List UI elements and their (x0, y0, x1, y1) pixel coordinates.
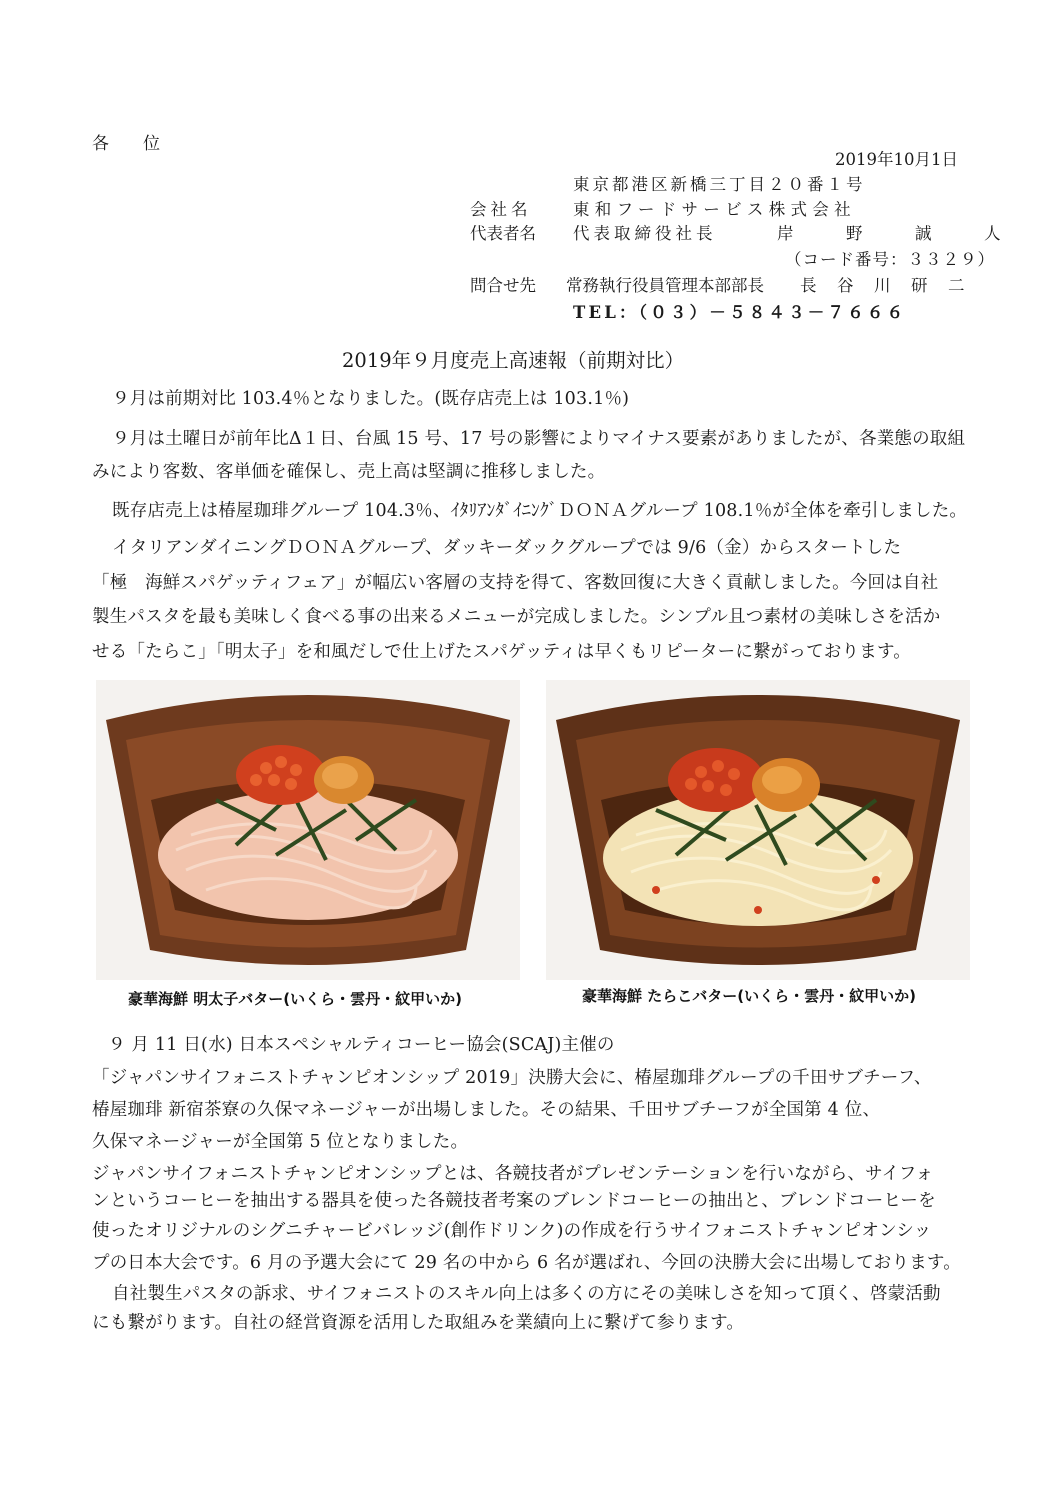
paragraph-4-line-3: 製生パスタを最も美味しく食べる事の出来るメニューが完成しました。シンプル且つ素材の美味しさを活か (92, 607, 941, 627)
caption-mentaiko: 豪華海鮮 明太子バター(いくら・雲丹・紋甲いか) (128, 990, 462, 1008)
paragraph-5-line-1: ９ 月 11 日(水) 日本スペシャルティコーヒー協会(SCAJ)主催の (108, 1035, 615, 1055)
paragraph-5-line-3: 椿屋珈琲 新宿茶寮の久保マネージャーが出場しました。その結果、千田サブチーフが全国第 4 位、 (92, 1100, 881, 1120)
representative-title: 代表取締役社長 (573, 224, 717, 243)
contact-name: 長 谷 川 研 二 (800, 276, 967, 295)
paragraph-4-line-4: せる「たらこ」「明太子」を和風だしで仕上げたスパゲッティは早くもリピーターに繋がっております。 (92, 642, 911, 662)
stock-code: （コード番号：３３２９） (785, 250, 995, 269)
addressee: 各 位 (92, 134, 160, 154)
pasta-photo-mentaiko (96, 680, 520, 980)
paragraph-6-line-3: 使ったオリジナルのシグニチャービバレッジ(創作ドリンク)の作成を行うサイフォニストチャンピオンシッ (92, 1221, 932, 1241)
paragraph-2-line-1: ９月は土曜日が前年比Δ１日、台風 15 号、17 号の影響によりマイナス要素がありましたが、各業態の取組 (112, 429, 966, 449)
paragraph-7-line-2: にも繋がります。自社の経営資源を活用した取組みを業績向上に繋げて参ります。 (92, 1313, 745, 1333)
paragraph-3: 既存店売上は椿屋珈琲グループ 104.3％、ｲﾀﾘｱﾝﾀﾞｲﾆﾝｸﾞＤＯＮＡグループ 108.1％が全体を牽引しました。 (112, 501, 968, 521)
paragraph-6-line-1: ジャパンサイフォニストチャンピオンシップとは、各競技者がプレゼンテーションを行いながら、サイフォ (92, 1164, 934, 1184)
caption-tarako: 豪華海鮮 たらこバター(いくら・雲丹・紋甲いか) (582, 987, 916, 1005)
paragraph-7-line-1: 自社製生パスタの訴求、サイフォニストのスキル向上は多くの方にその美味しさを知って頂く、啓蒙活動 (112, 1284, 941, 1304)
paragraph-5-line-2: 「ジャパンサイフォニストチャンピオンシップ 2019」決勝大会に、椿屋珈琲グループの千田サブチーフ、 (92, 1068, 932, 1088)
paragraph-1: ９月は前期対比 103.4％となりました。(既存店売上は 103.1％) (112, 389, 630, 409)
contact-tel: TEL：（０３）－５８４３－７６６６ (573, 303, 907, 322)
company-address: 東京都港区新橋三丁目２０番１号 (573, 175, 866, 194)
paragraph-6-line-2: ンというコーヒーを抽出する器具を使った各競技者考案のブレンドコーヒーの抽出と、ブレンドコーヒーを (92, 1191, 936, 1211)
contact-title: 常務執行役員管理本部部長 (566, 276, 764, 295)
representative-label: 代表者名 (470, 224, 536, 243)
company-name-label: 会社名 (470, 200, 532, 219)
paragraph-5-line-4: 久保マネージャーが全国第 5 位となりました。 (92, 1132, 469, 1152)
page-title: 2019年９月度売上高速報（前期対比） (342, 349, 685, 372)
representative-name: 岸 野 誠 人 (777, 224, 1019, 243)
paragraph-4-line-2: 「極 海鮮スパゲッティフェア」が幅広い客層の支持を得て、客数回復に大きく貢献しました。今回は自社 (92, 573, 939, 593)
pasta-photo-tarako (546, 680, 970, 980)
contact-label: 問合せ先 (470, 276, 536, 295)
issue-date: 2019年10月1日 (835, 150, 958, 169)
paragraph-2-line-2: みにより客数、客単価を確保し、売上高は堅調に推移しました。 (92, 462, 606, 482)
paragraph-6-line-4: プの日本大会です。6 月の予選大会にて 29 名の中から 6 名が選ばれ、今回の決勝大会に出場しております。 (92, 1253, 961, 1273)
company-name: 東和フードサービス株式会社 (573, 200, 856, 219)
paragraph-4-line-1: イタリアンダイニングＤＯＮＡグループ、ダッキーダックグループでは 9/6（金）からスタートした (112, 538, 902, 558)
